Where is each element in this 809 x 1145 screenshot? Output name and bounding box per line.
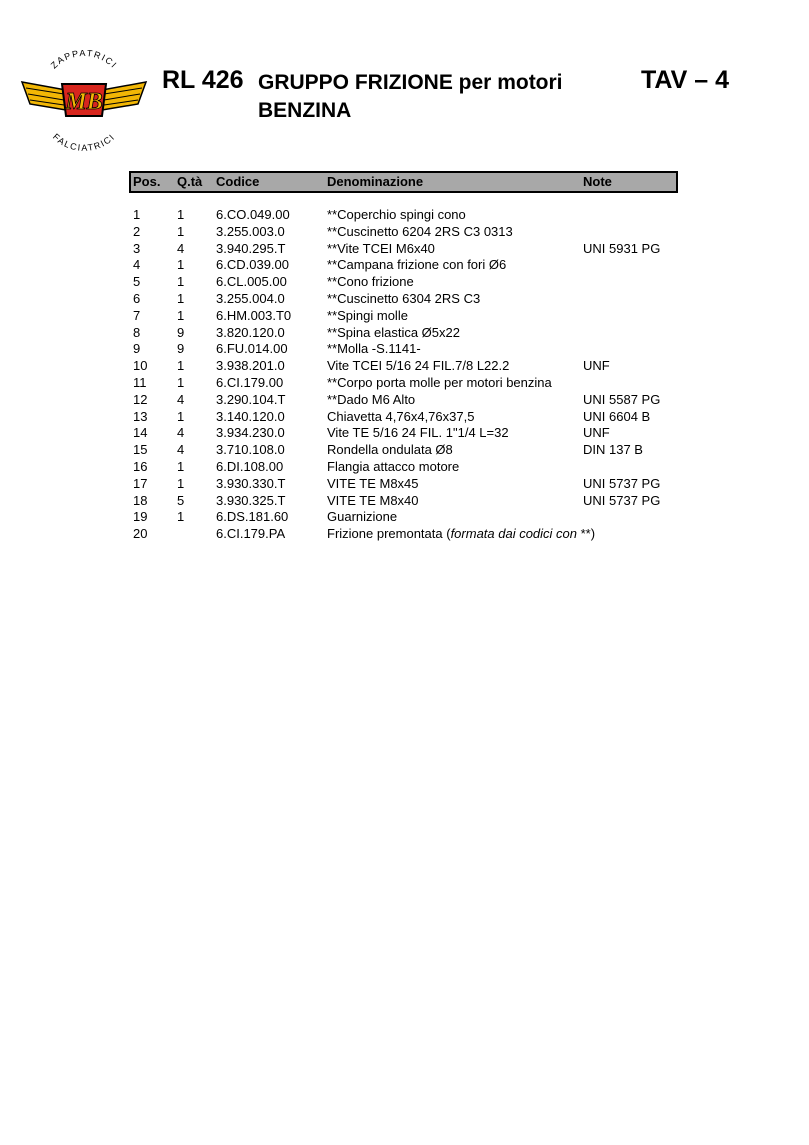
cell-denominazione: VITE TE M8x45	[327, 475, 419, 491]
cell-codice: 3.290.104.T	[216, 391, 286, 407]
cell-codice: 6.FU.014.00	[216, 341, 288, 357]
cell-qta: 4	[177, 442, 185, 458]
table-reference: TAV – 4	[641, 66, 729, 94]
table-row	[0, 509, 809, 526]
cell-denominazione: **Cuscinetto 6204 2RS C3 0313	[327, 223, 513, 239]
table-row	[0, 291, 809, 308]
table-row	[0, 425, 809, 442]
cell-pos: 8	[133, 324, 141, 340]
cell-pos: 12	[133, 391, 148, 407]
cell-denominazione: **Vite TCEI M6x40	[327, 240, 435, 256]
cell-qta: 1	[177, 408, 185, 424]
cell-denominazione: **Dado M6 Alto	[327, 391, 416, 407]
cell-denominazione: **Molla -S.1141-	[327, 341, 421, 357]
cell-note: UNI 6604 B	[583, 408, 651, 424]
table-row	[0, 207, 809, 224]
cell-pos: 16	[133, 458, 148, 474]
cell-codice: 3.930.330.T	[216, 475, 286, 491]
cell-note: DIN 137 B	[583, 442, 643, 458]
cell-codice: 3.255.004.0	[216, 290, 285, 306]
cell-pos: 5	[133, 274, 141, 290]
table-row	[0, 476, 809, 493]
table-row	[0, 341, 809, 358]
table-row	[0, 409, 809, 426]
cell-codice: 3.820.120.0	[216, 324, 285, 340]
cell-qta: 4	[177, 240, 185, 256]
cell-note: UNI 5931 PG	[583, 240, 661, 256]
cell-qta: 1	[177, 458, 185, 474]
column-header-note: Note	[583, 174, 612, 189]
cell-codice: 6.DS.181.60	[216, 509, 289, 525]
table-row	[0, 224, 809, 241]
cell-denominazione-italic: formata dai codici con	[450, 526, 578, 542]
table-row	[0, 375, 809, 392]
cell-codice: 3.710.108.0	[216, 442, 285, 458]
cell-denominazione: **Cuscinetto 6304 2RS C3	[327, 290, 481, 306]
cell-pos: 1	[133, 207, 141, 222]
table-row	[0, 526, 809, 543]
cell-denominazione: Vite TE 5/16 24 FIL. 1"1/4 L=32	[327, 425, 509, 441]
cell-qta: 4	[177, 391, 185, 407]
cell-qta: 1	[177, 223, 185, 239]
cell-qta: 1	[177, 374, 185, 390]
cell-denominazione: **Corpo porta molle per motori benzina	[327, 374, 552, 390]
cell-codice: 6.CI.179.PA	[216, 526, 286, 542]
column-header-codice: Codice	[216, 174, 260, 189]
cell-denominazione: **Spingi molle	[327, 307, 408, 323]
cell-pos: 11	[133, 374, 147, 390]
cell-pos: 7	[133, 307, 141, 323]
cell-pos: 14	[133, 425, 148, 441]
cell-denominazione-lead: Frizione premontata (	[327, 526, 451, 542]
cell-denominazione: **Coperchio spingi cono	[327, 207, 466, 222]
cell-denominazione: Vite TCEI 5/16 24 FIL.7/8 L22.2	[327, 358, 510, 374]
cell-qta: 5	[177, 492, 185, 508]
cell-pos: 17	[133, 475, 148, 491]
cell-pos: 6	[133, 290, 141, 306]
cell-qta: 1	[177, 509, 185, 525]
cell-pos: 2	[133, 223, 141, 239]
cell-codice: 6.DI.108.00	[216, 458, 284, 474]
cell-pos: 3	[133, 240, 141, 256]
cell-pos: 4	[133, 257, 141, 273]
cell-qta: 1	[177, 207, 185, 222]
model-code: RL 426	[162, 66, 244, 94]
column-header-qta: Q.tà	[177, 174, 203, 189]
cell-pos: 9	[133, 341, 141, 357]
logo-bottom-arc-text: FALCIATRICI	[50, 131, 118, 153]
cell-qta: 1	[177, 475, 185, 491]
table-row	[0, 493, 809, 510]
cell-qta: 9	[177, 324, 185, 340]
cell-denominazione: **Cono frizione	[327, 274, 414, 290]
cell-codice: 3.255.003.0	[216, 223, 285, 239]
cell-codice: 6.CI.179.00	[216, 374, 284, 390]
cell-note: UNF	[583, 425, 610, 441]
cell-pos: 13	[133, 408, 148, 424]
cell-codice: 6.CD.039.00	[216, 257, 289, 273]
logo-top-arc-text: ZAPPATRICI	[48, 50, 120, 71]
page-title-line1: GRUPPO FRIZIONE per motori	[258, 71, 563, 94]
cell-denominazione: Guarnizione	[327, 509, 398, 525]
cell-note: UNI 5737 PG	[583, 475, 661, 491]
cell-denominazione: Chiavetta 4,76x4,76x37,5	[327, 408, 475, 424]
cell-pos: 15	[133, 442, 148, 458]
parts-table-header	[129, 171, 678, 193]
cell-codice: 6.CO.049.00	[216, 207, 290, 222]
mb-logo	[14, 50, 154, 156]
cell-pos: 19	[133, 509, 148, 525]
table-row	[0, 274, 809, 291]
cell-pos: 18	[133, 492, 148, 508]
cell-codice: 3.940.295.T	[216, 240, 286, 256]
table-row	[0, 241, 809, 258]
cell-codice: 6.CL.005.00	[216, 274, 287, 290]
cell-pos: 20	[133, 526, 148, 542]
column-header-denominazione: Denominazione	[327, 174, 424, 189]
cell-qta: 4	[177, 425, 185, 441]
table-row	[0, 392, 809, 409]
cell-denominazione-tail: **)	[577, 526, 596, 542]
table-row	[0, 358, 809, 375]
cell-note: UNI 5737 PG	[583, 492, 661, 508]
cell-qta: 1	[177, 290, 185, 306]
cell-denominazione: Flangia attacco motore	[327, 458, 460, 474]
cell-note: UNF	[583, 358, 610, 374]
cell-qta: 1	[177, 358, 185, 374]
cell-qta: 1	[177, 274, 185, 290]
column-header-pos: Pos.	[133, 174, 161, 189]
cell-denominazione: Rondella ondulata Ø8	[327, 442, 453, 458]
logo-center-text: MB	[65, 89, 103, 115]
cell-qta: 1	[177, 307, 185, 323]
svg-text:ZAPPATRICI	[49, 50, 120, 71]
svg-text:FALCIATRICI	[51, 132, 117, 153]
table-row	[0, 325, 809, 342]
parts-table-body	[0, 207, 809, 543]
cell-qta: 9	[177, 341, 185, 357]
table-row	[0, 442, 809, 459]
cell-qta: 1	[177, 257, 185, 273]
cell-codice: 6.HM.003.T0	[216, 307, 292, 323]
table-row	[0, 459, 809, 476]
cell-denominazione: **Campana frizione con fori Ø6	[327, 257, 507, 273]
page-title-line2: BENZINA	[258, 99, 352, 122]
cell-codice: 3.930.325.T	[216, 492, 286, 508]
cell-denominazione: **Spina elastica Ø5x22	[327, 324, 460, 340]
cell-denominazione: VITE TE M8x40	[327, 492, 419, 508]
table-row	[0, 257, 809, 274]
cell-pos: 10	[133, 358, 148, 374]
cell-denominazione	[327, 526, 595, 543]
cell-codice: 3.140.120.0	[216, 408, 285, 424]
table-row	[0, 308, 809, 325]
cell-codice: 3.938.201.0	[216, 358, 285, 374]
cell-codice: 3.934.230.0	[216, 425, 285, 441]
cell-note: UNI 5587 PG	[583, 391, 661, 407]
